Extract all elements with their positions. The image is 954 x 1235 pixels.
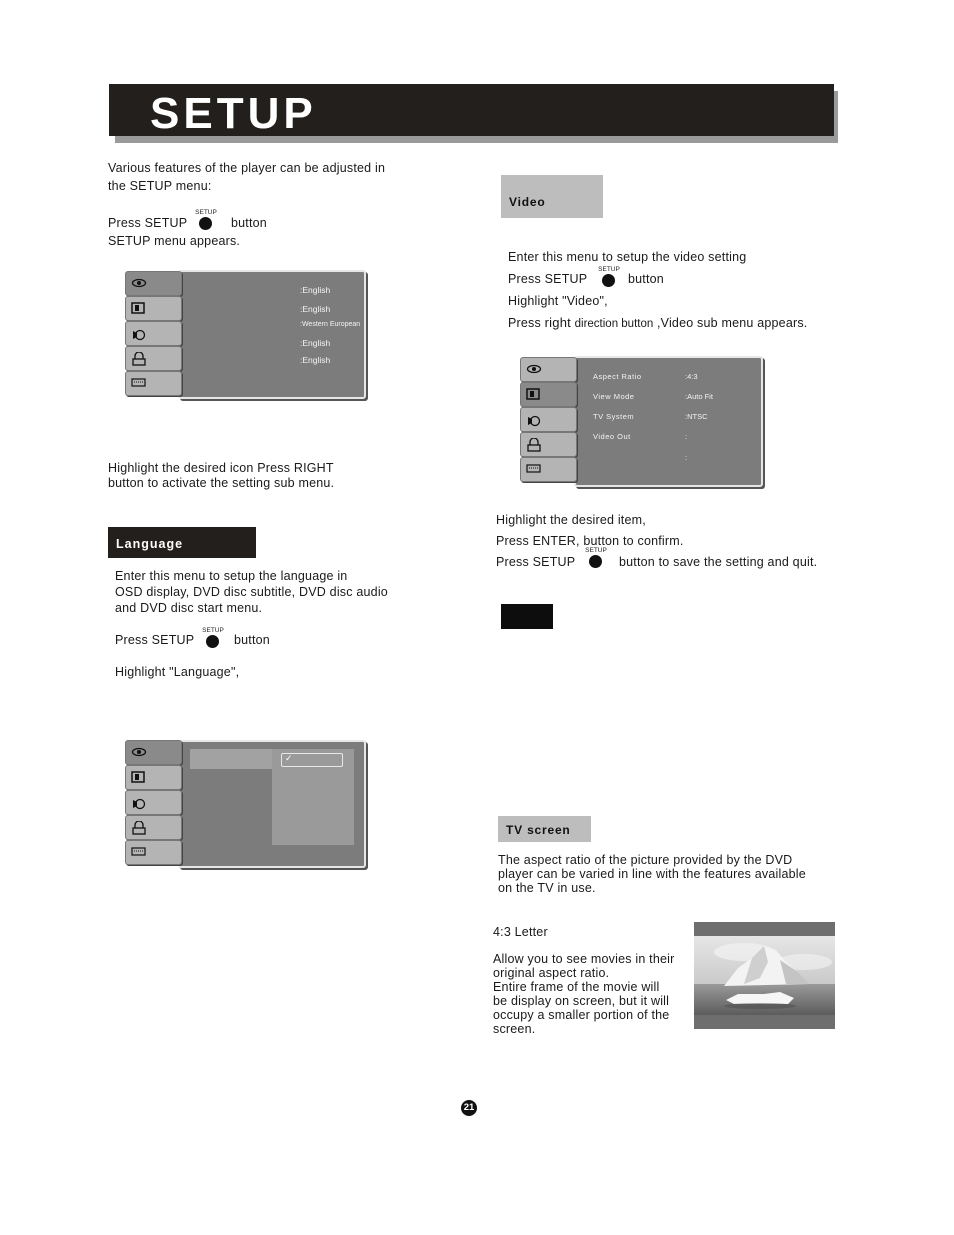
- tv-screen-tag-label: TV screen: [506, 823, 571, 837]
- main-menu-value: :English: [300, 355, 331, 365]
- note-block: [501, 604, 553, 629]
- menu-tab-audio[interactable]: [125, 790, 182, 815]
- video-row-value: :NTSC: [685, 412, 708, 421]
- setup-key-icon: [193, 209, 219, 233]
- menu-tab-language[interactable]: [125, 740, 182, 765]
- menu-tab-rating[interactable]: [520, 432, 577, 457]
- language-line-1: Enter this menu to setup the language in: [115, 569, 348, 583]
- setup-key-label: SETUP: [598, 266, 620, 273]
- letterbox-image: [694, 922, 835, 1029]
- video-press-right-b: right: [544, 315, 571, 330]
- video-tag-label: Video: [509, 195, 546, 209]
- menu-tab-video[interactable]: [125, 296, 182, 321]
- video-row-value: :4:3: [685, 372, 698, 381]
- setup-key-label: SETUP: [195, 209, 217, 216]
- video-press-right-a: Press: [508, 316, 541, 330]
- video-press-right-c: direction button: [574, 318, 654, 330]
- monitor-icon: [131, 302, 147, 314]
- intro-line-2: the SETUP menu:: [108, 179, 212, 193]
- video-row-label: Video Out: [593, 432, 631, 441]
- tv-screen-line-2: player can be varied in line with the features available: [498, 867, 806, 881]
- menu-tab-misc[interactable]: [520, 457, 577, 482]
- setup-key-icon: [596, 266, 622, 290]
- tv-screen-line-1: The aspect ratio of the picture provided by the DVD: [498, 853, 793, 867]
- speaker-icon: [131, 796, 147, 810]
- press-enter-c: button to confirm.: [583, 534, 684, 548]
- main-menu-value: :Western European: [300, 321, 361, 328]
- highlight-icon-line-1: Highlight the desired icon Press RIGHT: [108, 461, 334, 475]
- menu-tab-misc[interactable]: [125, 371, 182, 396]
- main-menu-value: :English: [300, 285, 331, 295]
- monitor-icon: [526, 388, 542, 400]
- language-line-2: OSD display, DVD disc subtitle, DVD disc audio: [115, 585, 388, 599]
- after-video-save-quit: button to save the setting and quit.: [619, 555, 818, 569]
- letterbox-line: screen.: [493, 1022, 536, 1036]
- keyboard-icon: [526, 463, 542, 475]
- language-tag-label: Language: [116, 537, 184, 551]
- video-highlight: Highlight "Video",: [508, 294, 608, 308]
- eye-icon: [131, 277, 147, 289]
- video-row-label: Aspect Ratio: [593, 372, 642, 381]
- tv-screen-line-3: on the TV in use.: [498, 881, 596, 895]
- setup-key-label: SETUP: [202, 627, 224, 634]
- iceberg-picture: [694, 922, 835, 1029]
- video-row-label: TV System: [593, 412, 635, 421]
- language-line-3: and DVD disc start menu.: [115, 601, 263, 615]
- monitor-icon: [131, 771, 147, 783]
- intro-press-setup: Press SETUP: [108, 216, 188, 230]
- video-row-label: View Mode: [593, 392, 635, 401]
- letterbox-line: occupy a smaller portion of the: [493, 1008, 670, 1022]
- press-enter-b: ENTER,: [532, 534, 580, 548]
- keyboard-icon: [131, 846, 147, 858]
- letterbox-line: be display on screen, but it will: [493, 994, 670, 1008]
- video-button-word: button: [628, 272, 664, 286]
- video-row-value: :Auto Fit: [685, 392, 713, 401]
- keyboard-icon: [131, 377, 147, 389]
- selected-option-box[interactable]: [281, 753, 343, 767]
- menu-tab-language[interactable]: [125, 271, 182, 296]
- video-press-setup: Press SETUP: [508, 272, 588, 286]
- language-press-setup: Press SETUP: [115, 633, 195, 647]
- menu-tab-misc[interactable]: [125, 840, 182, 865]
- page-title: SETUP: [150, 89, 317, 138]
- menu-tab-rating[interactable]: [125, 815, 182, 840]
- menu-tab-language[interactable]: [520, 357, 577, 382]
- after-video-highlight: Highlight the desired item,: [496, 513, 646, 527]
- letterbox-line: original aspect ratio.: [493, 966, 610, 980]
- intro-button-word: button: [231, 216, 267, 230]
- main-menu-value: :English: [300, 304, 331, 314]
- lock-icon: [526, 438, 542, 452]
- menu-tab-video[interactable]: [125, 765, 182, 790]
- video-section-tag: [501, 175, 603, 218]
- intro-menu-appears: SETUP menu appears.: [108, 234, 241, 248]
- check-icon: ✓: [285, 753, 293, 763]
- lock-icon: [131, 821, 147, 835]
- after-video-press-setup: Press SETUP: [496, 555, 576, 569]
- menu-tab-rating[interactable]: [125, 346, 182, 371]
- language-section-tag: [108, 527, 256, 558]
- letterbox-line: Entire frame of the movie will: [493, 980, 660, 994]
- main-menu-value: :English: [300, 338, 331, 348]
- page-number: 21: [461, 1100, 477, 1116]
- lock-icon: [131, 352, 147, 366]
- eye-icon: [131, 746, 147, 758]
- video-enter-line: Enter this menu to setup the video setting: [508, 250, 747, 264]
- language-highlight: Highlight "Language",: [115, 665, 240, 679]
- setup-key-icon: [200, 627, 226, 651]
- tv-screen-section-tag: [498, 816, 591, 842]
- video-row-value: :: [685, 432, 688, 441]
- letterbox-title: 4:3 Letter: [493, 925, 548, 939]
- video-row-value: :: [685, 453, 688, 462]
- setup-key-icon: [583, 547, 609, 571]
- eye-icon: [526, 363, 542, 375]
- setup-key-label: SETUP: [585, 547, 607, 554]
- press-enter-a: Press: [496, 534, 529, 548]
- intro-line-1: Various features of the player can be adjusted in: [108, 161, 386, 175]
- speaker-icon: [131, 327, 147, 341]
- menu-tab-audio[interactable]: [125, 321, 182, 346]
- menu-tab-video[interactable]: [520, 382, 577, 407]
- highlight-icon-line-2: button to activate the setting sub menu.: [108, 476, 335, 490]
- menu-tab-audio[interactable]: [520, 407, 577, 432]
- letterbox-line: Allow you to see movies in their: [493, 952, 675, 966]
- video-press-right: [508, 314, 807, 333]
- main-menu-panel: [178, 270, 366, 399]
- speaker-icon: [526, 413, 542, 427]
- language-button-word: button: [234, 633, 270, 647]
- video-press-right-d: ,Video sub menu appears.: [656, 316, 808, 330]
